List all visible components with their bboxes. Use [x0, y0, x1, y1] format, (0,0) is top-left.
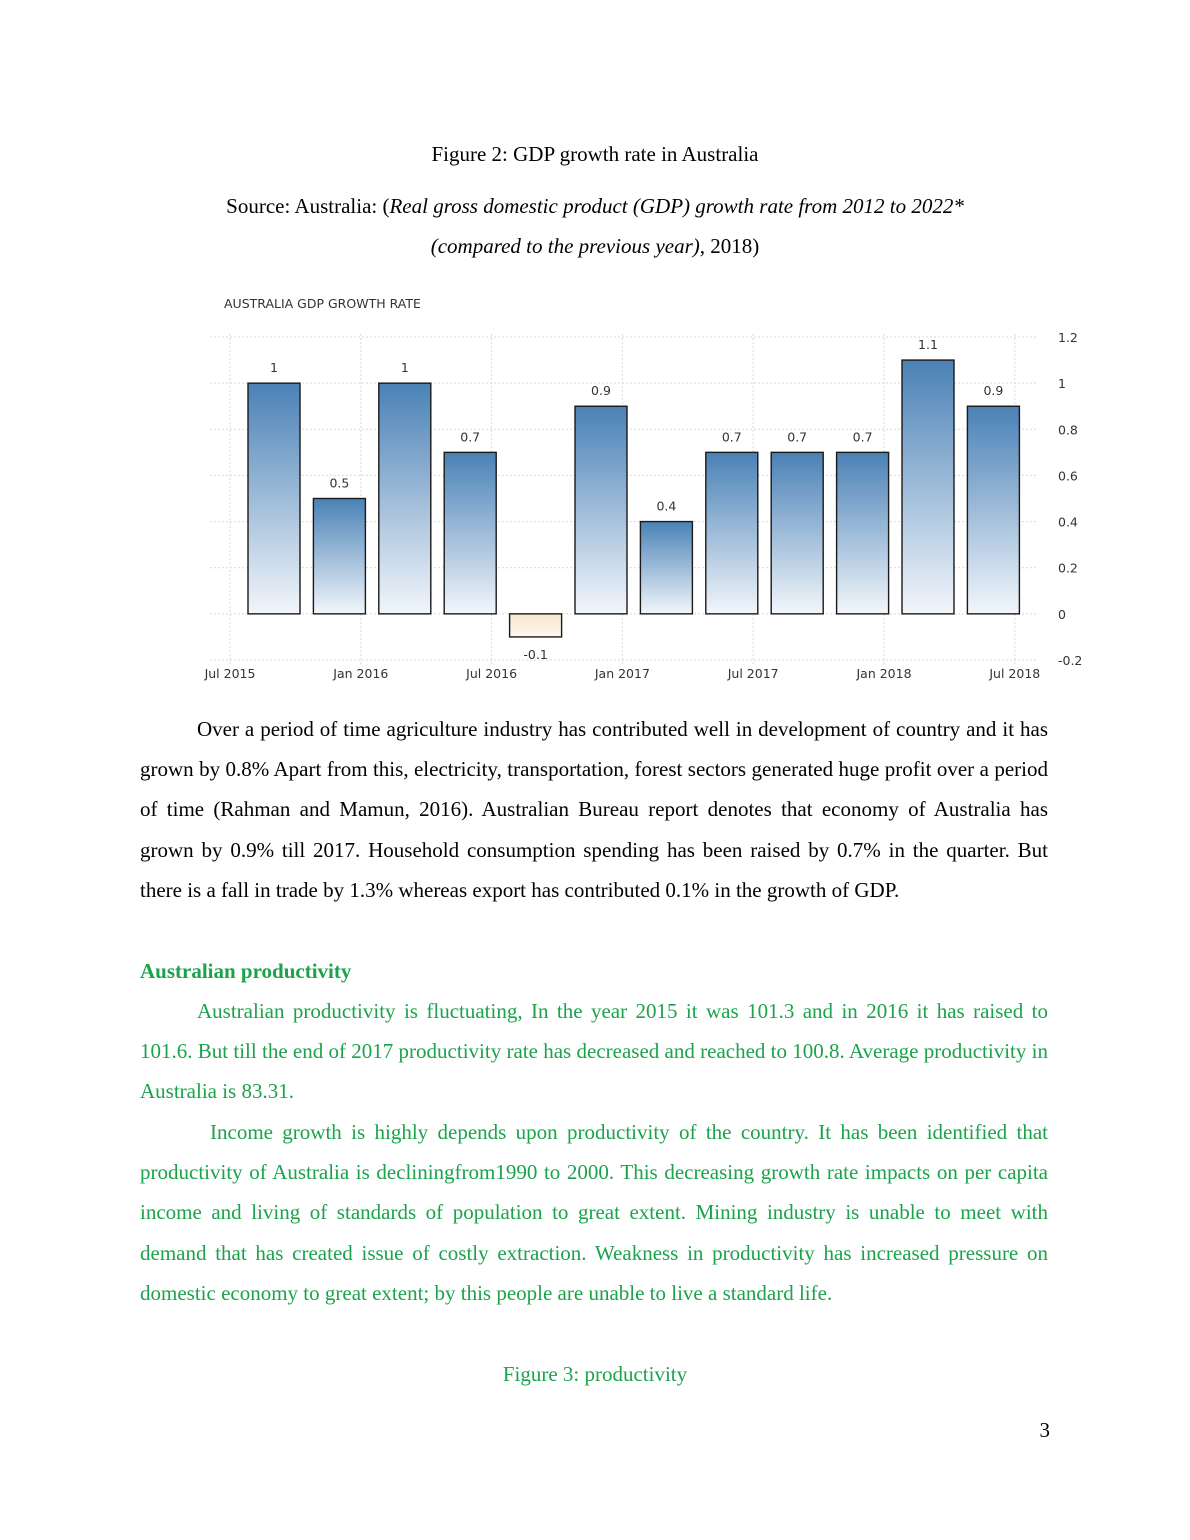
x-tick-label: Jul 2018: [989, 666, 1041, 681]
bar: [510, 614, 562, 637]
bar: [444, 452, 496, 614]
source-title-part-1: Real gross domestic product (GDP) growth rate from 2012 to 2022*: [389, 194, 964, 218]
y-tick-label: 0.8: [1058, 422, 1078, 438]
x-tick-label: Jan 2018: [856, 666, 912, 681]
bar: [379, 383, 431, 614]
bar: [706, 452, 758, 614]
bar-value-label: 1.1: [918, 337, 938, 353]
chart-title: AUSTRALIA GDP GROWTH RATE: [224, 296, 421, 311]
y-tick-label: 0: [1058, 606, 1066, 622]
bar: [313, 499, 365, 614]
section-heading-australian-productivity: Australian productivity: [140, 959, 352, 983]
bar-value-label: 0.7: [787, 429, 808, 445]
bar-value-label: 0.9: [591, 383, 611, 399]
paragraph-productivity-figures: Australian productivity is fluctuating, In the year 2015 it was 101.3 and in 2016 it has raised to 101.6. But till the end of 2017 productivity rate has decreased and reached to 100.8. Average productivity in Australia is 83.31.: [140, 999, 1048, 1104]
x-tick-label: Jan 2017: [594, 666, 650, 681]
bar: [248, 383, 300, 614]
y-tick-label: 0.6: [1058, 468, 1078, 484]
bar-value-label: 0.4: [656, 498, 677, 514]
source-title-part-2: (compared to the previous year): [430, 234, 700, 258]
y-tick-label: 1: [1058, 376, 1066, 392]
paragraph-income-growth: Income growth is highly depends upon productivity of the country. It has been identified that productivity of Australia is decliningfrom1990 to 2000. This decreasing growth rate impacts on per capita income and living of standards of population to great extent. Mining industry is unable to meet with demand that has created issue of costly extraction. Weakness in productivity has increased pressure on domestic economy to great extent; by this people are unable to live a standard life.: [140, 1120, 1048, 1305]
page-number: 3: [1039, 1418, 1050, 1442]
bar: [771, 452, 823, 614]
x-tick-label: Jul 2017: [727, 666, 779, 681]
figure-2-caption: Figure 2: GDP growth rate in Australia: [431, 142, 759, 166]
bar: [640, 522, 692, 614]
bar-value-label: 0.7: [852, 429, 873, 445]
bar-value-label: 0.9: [983, 383, 1004, 399]
source-suffix: , 2018): [699, 234, 760, 258]
bar: [837, 452, 889, 614]
x-tick-label: Jul 2015: [204, 666, 256, 681]
bar: [575, 406, 627, 614]
gdp-growth-chart: [196, 286, 1096, 690]
paragraph-gdp-contributions: Over a period of time agriculture industry has contributed well in development of country and it has grown by 0.8% Apart from this, electricity, transportation, forest sectors generated huge profit over a period of time (Rahman and Mamun, 2016). Australian Bureau report denotes that economy of Australia has grown by 0.9% till 2017. Household consumption spending has been raised by 0.7% in the quarter. But there is a fall in trade by 1.3% whereas export has contributed 0.1% in the growth of GDP.: [140, 717, 1048, 902]
bar-value-label: 0.7: [721, 429, 742, 445]
x-tick-label: Jul 2016: [466, 666, 518, 681]
y-tick-label: 1.2: [1058, 330, 1078, 345]
y-tick-label: 0.4: [1058, 514, 1078, 530]
bar-value-label: 1: [270, 360, 278, 376]
figure-2-source-line-1: [0, 192, 1190, 220]
figure-3-caption: Figure 3: productivity: [502, 1362, 688, 1386]
x-tick-label: Jan 2016: [333, 666, 389, 681]
y-tick-label: -0.2: [1058, 653, 1083, 668]
bar-value-label: -0.1: [523, 646, 548, 662]
y-tick-label: 0.2: [1058, 560, 1078, 576]
bar-value-label: 0.5: [329, 475, 350, 491]
chart-bars: [248, 360, 1019, 637]
bar: [902, 360, 954, 614]
source-prefix: Source: Australia: (: [226, 194, 390, 218]
figure-2-source-line-2: [0, 232, 1190, 260]
bar: [967, 406, 1019, 614]
bar-value-label: 0.7: [460, 429, 481, 445]
bar-value-label: 1: [400, 360, 409, 376]
